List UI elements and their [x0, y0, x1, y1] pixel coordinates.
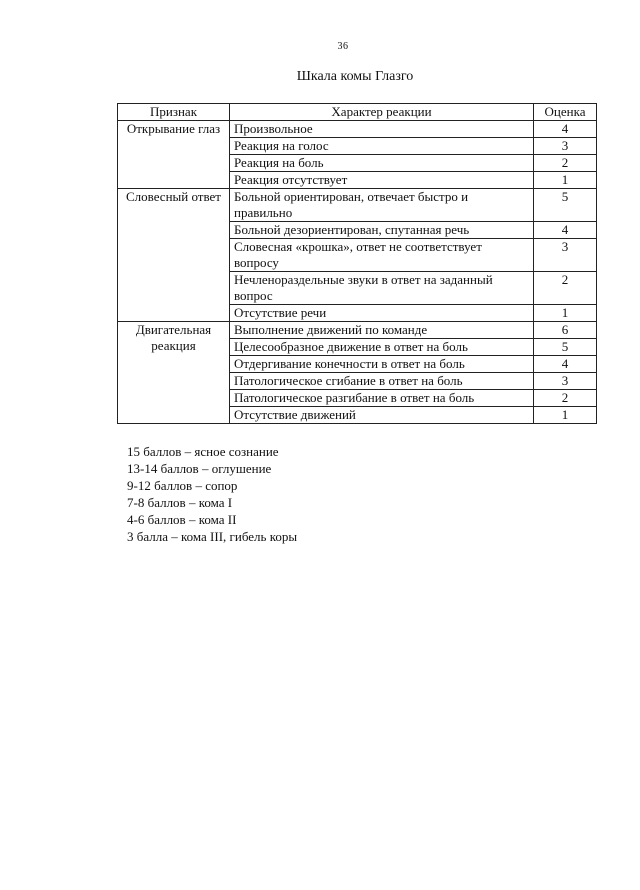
table-row [118, 121, 597, 138]
table-row [118, 322, 597, 339]
reaction-cell: Целесообразное движение в ответ на боль [230, 339, 534, 356]
reaction-cell: Больной дезориентирован, спутанная речь [230, 222, 534, 239]
score-cell: 4 [534, 222, 597, 239]
score-cell: 2 [534, 390, 597, 407]
score-cell: 1 [534, 172, 597, 189]
header-score: Оценка [534, 104, 597, 121]
score-cell: 4 [534, 121, 597, 138]
reaction-cell: Словесная «крошка», ответ не соответствует вопросу [230, 239, 534, 272]
score-cell: 4 [534, 356, 597, 373]
interpretation-line: 9-12 баллов – сопор [127, 478, 238, 493]
reaction-cell: Патологическое сгибание в ответ на боль [230, 373, 534, 390]
sign-cell: Словесный ответ [118, 189, 230, 322]
glasgow-coma-scale-table [117, 103, 597, 424]
reaction-cell: Произвольное [230, 121, 534, 138]
score-interpretation-list [127, 443, 297, 545]
table-header-row [118, 104, 597, 121]
reaction-cell: Отсутствие речи [230, 305, 534, 322]
interpretation-line: 15 баллов – ясное сознание [127, 444, 279, 459]
reaction-cell: Выполнение движений по команде [230, 322, 534, 339]
header-sign: Признак [118, 104, 230, 121]
table-body [118, 121, 597, 424]
page-title: Шкала комы Глазго [296, 69, 414, 84]
score-cell: 1 [534, 407, 597, 424]
score-cell: 5 [534, 189, 597, 222]
score-cell: 2 [534, 272, 597, 305]
page-number: 36 [337, 41, 349, 52]
interpretation-line: 13-14 баллов – оглушение [127, 461, 272, 476]
score-cell: 3 [534, 239, 597, 272]
reaction-cell: Отдергивание конечности в ответ на боль [230, 356, 534, 373]
score-cell: 2 [534, 155, 597, 172]
score-cell: 1 [534, 305, 597, 322]
sign-cell: Двигательная реакция [118, 322, 230, 424]
interpretation-line: 3 балла – кома III, гибель коры [127, 529, 298, 544]
reaction-cell: Реакция на голос [230, 138, 534, 155]
reaction-cell: Патологическое разгибание в ответ на боль [230, 390, 534, 407]
table-row [118, 189, 597, 222]
header-reaction: Характер реакции [230, 104, 534, 121]
reaction-cell: Нечленораздельные звуки в ответ на заданный вопрос [230, 272, 534, 305]
score-cell: 3 [534, 138, 597, 155]
score-cell: 3 [534, 373, 597, 390]
sign-cell: Открывание глаз [118, 121, 230, 189]
reaction-cell: Реакция отсутствует [230, 172, 534, 189]
reaction-cell: Реакция на боль [230, 155, 534, 172]
interpretation-line: 7-8 баллов – кома I [127, 495, 233, 510]
score-cell: 6 [534, 322, 597, 339]
reaction-cell: Отсутствие движений [230, 407, 534, 424]
interpretation-line: 4-6 баллов – кома II [127, 512, 237, 527]
reaction-cell: Больной ориентирован, отвечает быстро и правильно [230, 189, 534, 222]
score-cell: 5 [534, 339, 597, 356]
